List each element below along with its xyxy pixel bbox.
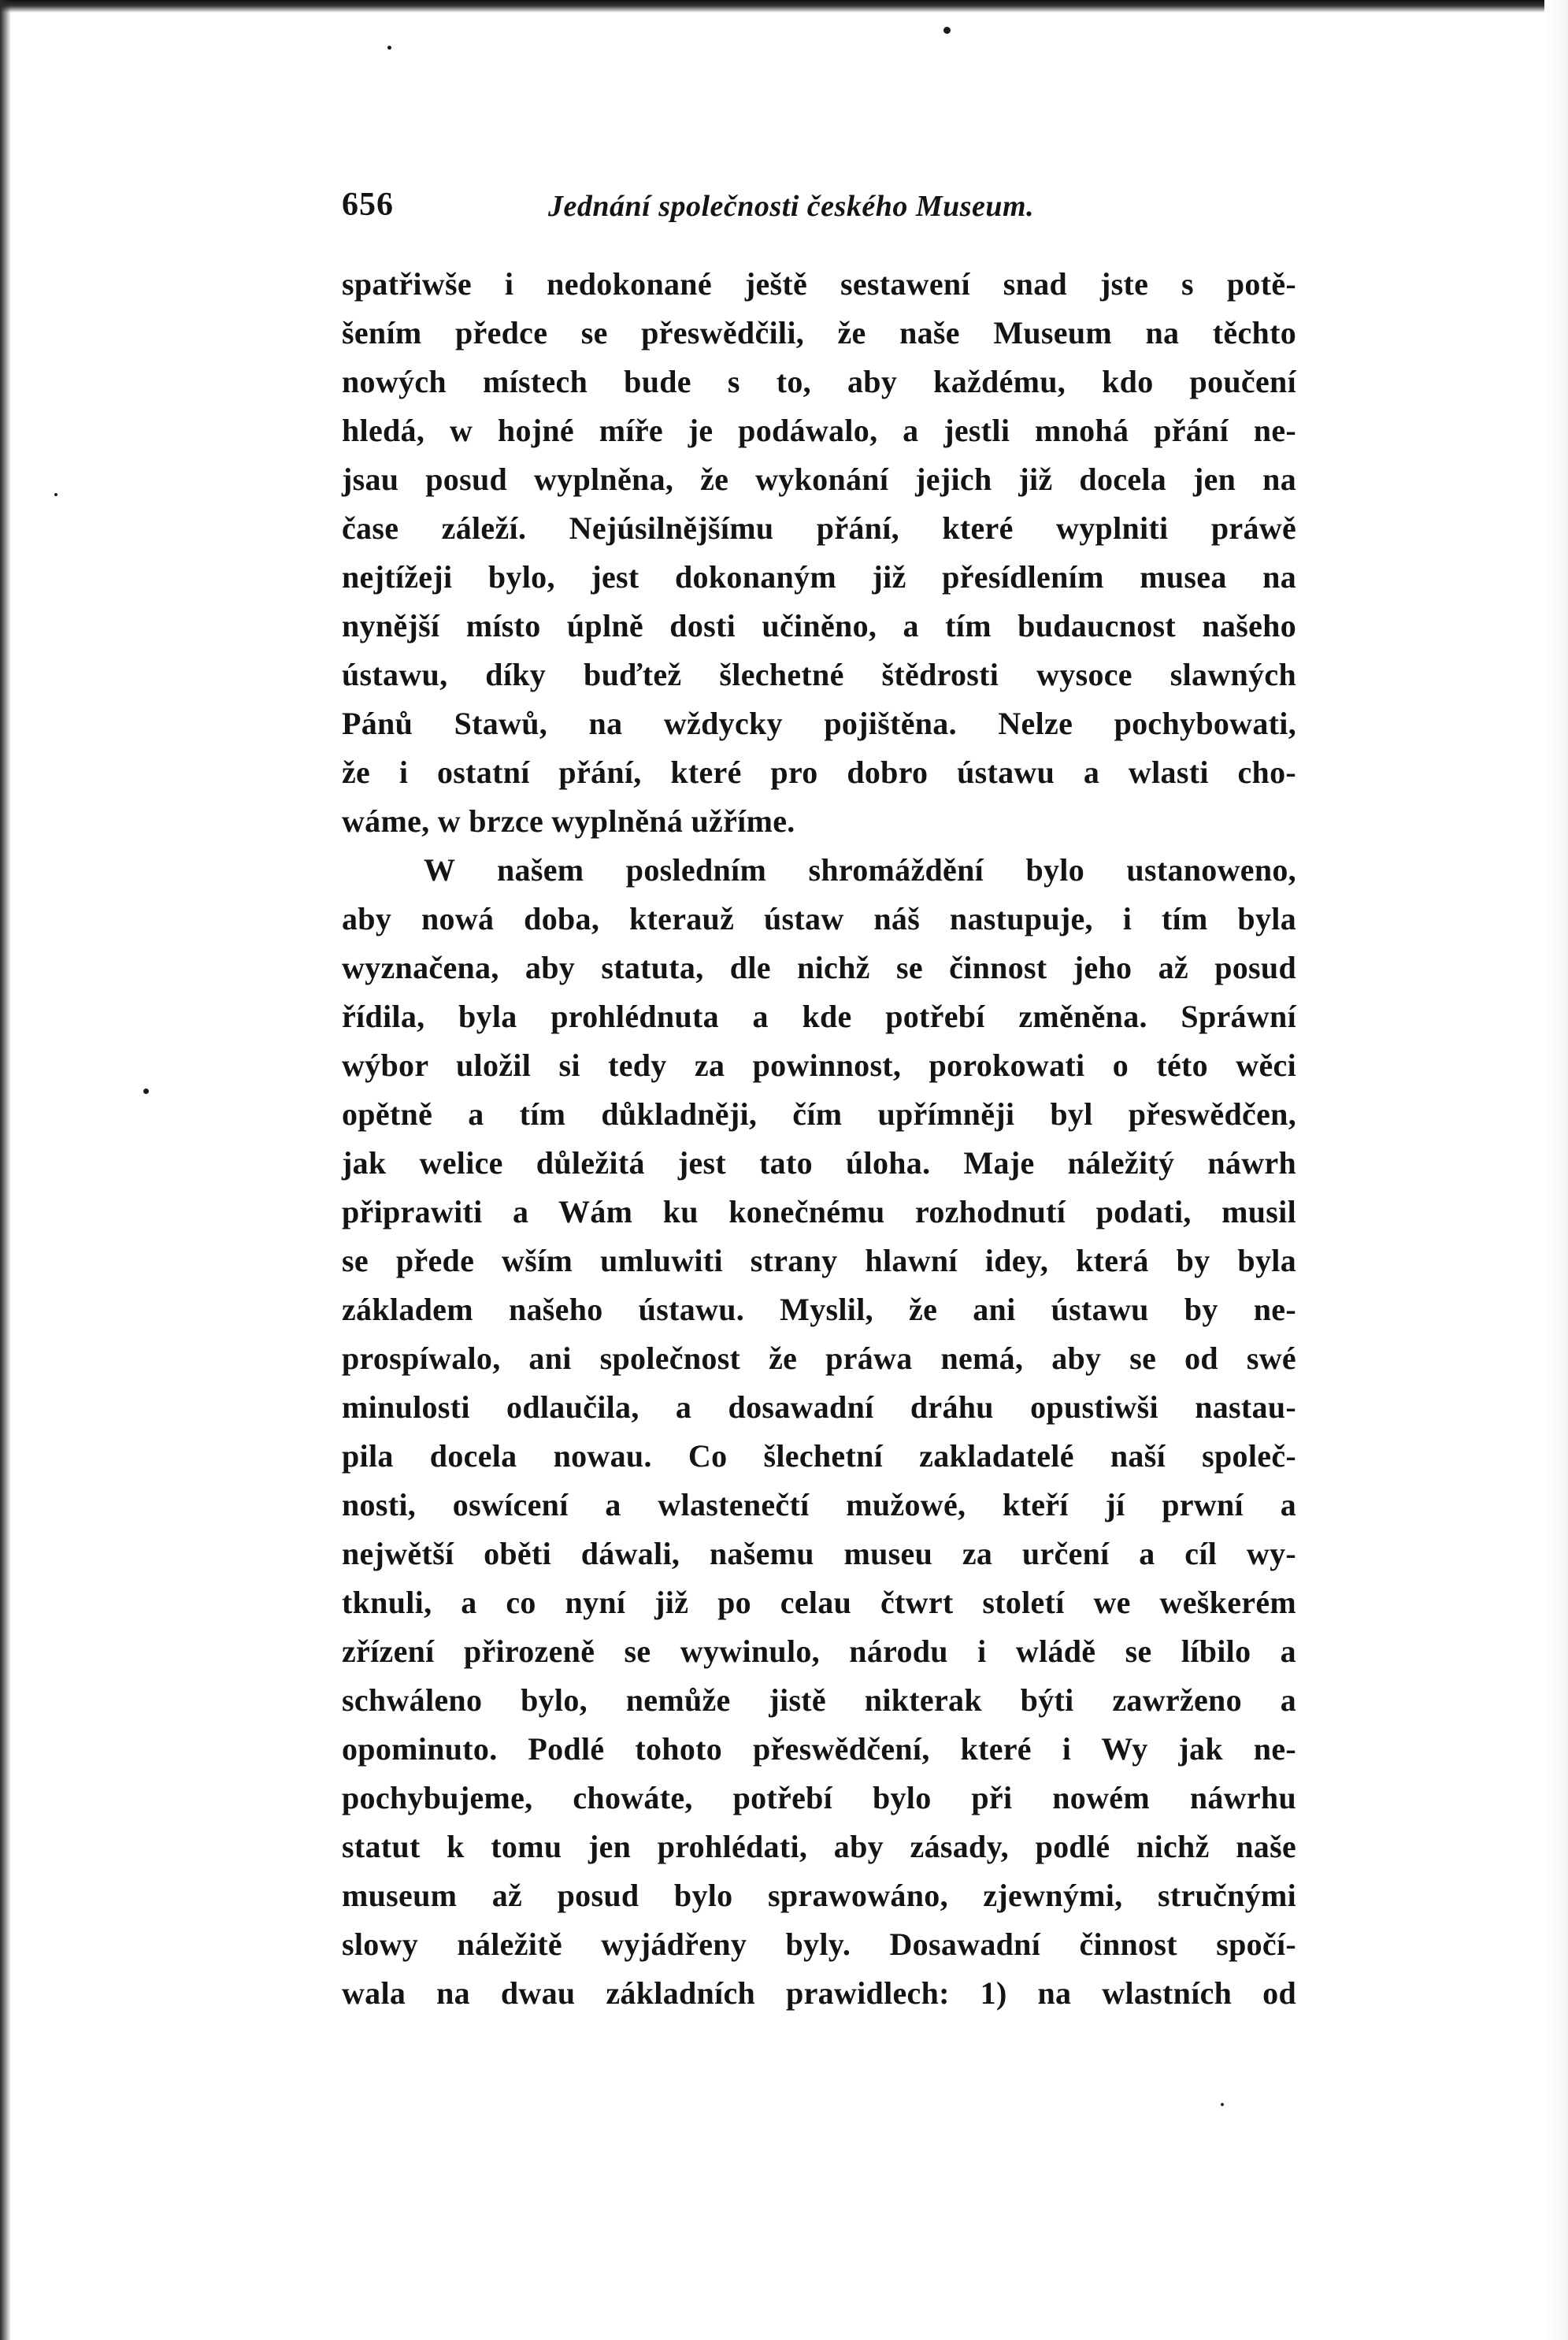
text-line: opominuto. Podlé tohoto přeswědčení, které i Wy jak ne-	[342, 1731, 1296, 1767]
text-line: wýbor uložil si tedy za powinnost, porokowati o této wěci	[342, 1048, 1296, 1083]
text-line: museum až posud bylo sprawowáno, zjewnými, stručnými	[342, 1878, 1296, 1913]
text-line: wyznačena, aby statuta, dle nichž se činnost jeho až posud	[342, 950, 1296, 985]
text-line: wáme, w brzce wyplněná užříme.	[342, 803, 795, 839]
text-line: nowých místech bude s to, aby každému, kdo poučení	[342, 364, 1296, 399]
text-line: ústawu, díky buďtež šlechetné štědrosti wysoce slawných	[342, 657, 1296, 692]
text-line: že i ostatní přání, které pro dobro ústawu a wlasti cho-	[342, 755, 1296, 790]
text-line: jak welice důležitá jest tato úloha. Maje náležitý náwrh	[342, 1145, 1296, 1181]
text-line: W našem posledním shromáždění bylo ustanoweno,	[424, 852, 1296, 888]
text-line: zřízení přirozeně se wywinulo, národu i wládě se líbilo a	[342, 1634, 1296, 1669]
scan-edge-left	[0, 0, 11, 2340]
scan-speck	[54, 493, 57, 496]
text-line: připrawiti a Wám ku konečnému rozhodnutí podati, musil	[342, 1194, 1296, 1229]
text-line: šením předce se přeswědčili, že naše Museum na těchto	[342, 315, 1296, 350]
text-line: nejtížeji bylo, jest dokonaným již přesídlením musea na	[342, 559, 1296, 595]
text-line: se přede wším umluwiti strany hlawní idey, která by byla	[342, 1243, 1296, 1278]
text-line: wala na dwau základních prawidlech: 1) na wlastních od	[342, 1975, 1296, 2011]
scan-edge-top	[0, 0, 1568, 13]
scan-speck	[387, 46, 391, 50]
page-header	[342, 186, 1296, 233]
text-line: nynější místo úplně dosti učiněno, a tím budaucnost našeho	[342, 608, 1296, 643]
scan-edge-right	[1544, 0, 1568, 2340]
text-line: nejwětší oběti dáwali, našemu museu za určení a cíl wy-	[342, 1536, 1296, 1571]
text-line: Pánů Stawů, na wždycky pojištěna. Nelze pochybowati,	[342, 706, 1296, 741]
text-line: opětně a tím důkladněji, čím upřímněji byl přeswědčen,	[342, 1096, 1296, 1132]
text-line: slowy náležitě wyjádřeny byly. Dosawadní činnost spočí-	[342, 1927, 1296, 1962]
text-line: pochybujeme, chowáte, potřebí bylo při nowém náwrhu	[342, 1780, 1296, 1815]
text-line: čase záleží. Nejúsilnějšímu přání, které wyplniti práwě	[342, 510, 1296, 546]
text-line: spatřiwše i nedokonané ještě sestawení snad jste s potě-	[342, 266, 1296, 302]
text-line: hledá, w hojné míře je podáwalo, a jestli mnohá přání ne-	[342, 413, 1296, 448]
text-line: pila docela nowau. Co šlechetní zakladatelé naší společ-	[342, 1438, 1296, 1474]
text-line: statut k tomu jen prohlédati, aby zásady, podlé nichž naše	[342, 1829, 1296, 1864]
text-line: minulosti odlaučila, a dosawadní dráhu opustiwši nastau-	[342, 1389, 1296, 1425]
text-line: nosti, oswícení a wlastenečtí mužowé, kteří jí prwní a	[342, 1487, 1296, 1522]
text-line: schwáleno bylo, nemůže jistě nikterak býti zawrženo a	[342, 1682, 1296, 1718]
text-line: prospíwalo, ani společnost že práwa nemá, aby se od swé	[342, 1341, 1296, 1376]
scan-speck	[943, 27, 951, 34]
scan-speck	[143, 1088, 149, 1094]
text-line: tknuli, a co nyní již po celau čtwrt století we weškerém	[342, 1585, 1296, 1620]
body-text	[342, 260, 1296, 2018]
scan-speck	[1221, 2103, 1224, 2106]
text-line: aby nowá doba, kterauž ústaw náš nastupuje, i tím byla	[342, 901, 1296, 936]
text-line: řídila, byla prohlédnuta a kde potřebí změněna. Spráwní	[342, 999, 1296, 1034]
running-title: Jednání společnosti českého Museum.	[548, 190, 1035, 223]
page-number: 656	[342, 187, 394, 223]
text-line: jsau posud wyplněna, že wykonání jejich již docela jen na	[342, 462, 1296, 497]
text-line: základem našeho ústawu. Myslil, že ani ústawu by ne-	[342, 1292, 1296, 1327]
